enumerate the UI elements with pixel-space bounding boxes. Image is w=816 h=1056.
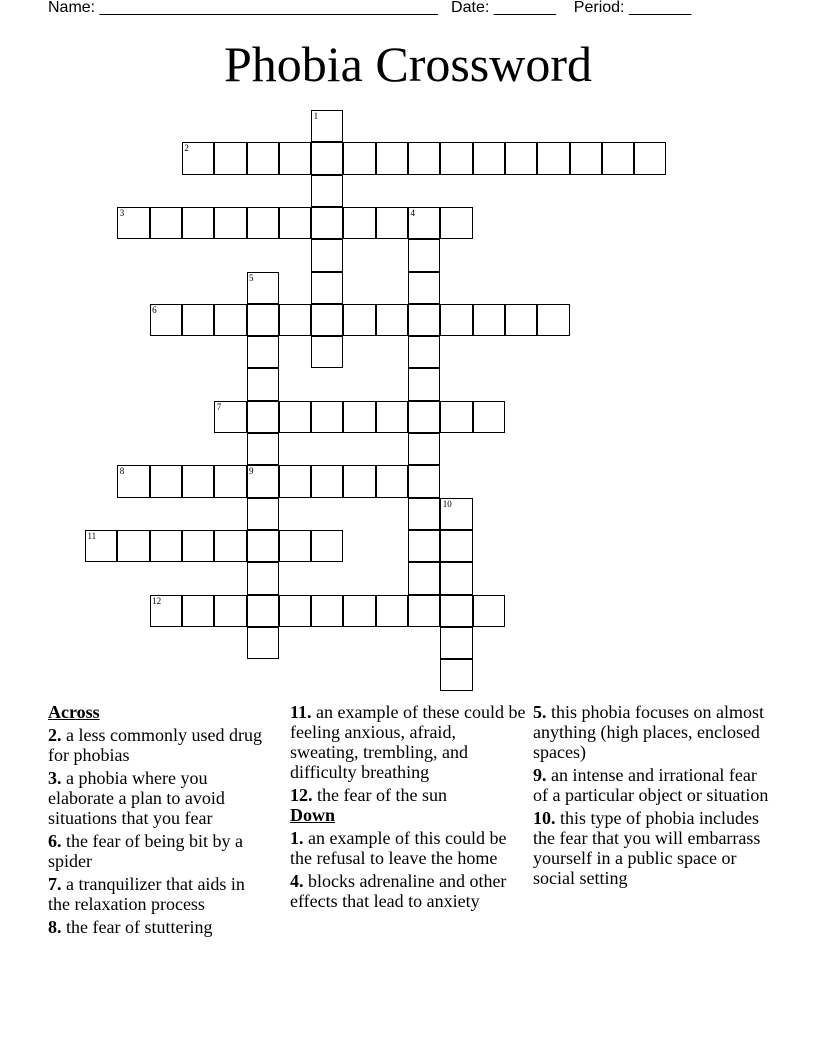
crossword-cell[interactable]: [343, 304, 375, 336]
crossword-cell[interactable]: [537, 304, 569, 336]
crossword-cell[interactable]: [150, 595, 182, 627]
clue-across-3: 3. a phobia where you elaborate a plan to avoid situations that you fear: [48, 768, 225, 828]
crossword-cell[interactable]: [376, 304, 408, 336]
crossword-cell[interactable]: [279, 401, 311, 433]
crossword-cell[interactable]: [214, 142, 246, 174]
clue-down-9: 9. an intense and irrational fear of a particular object or situation: [533, 765, 769, 805]
crossword-cell[interactable]: [440, 401, 472, 433]
crossword-cell[interactable]: [150, 530, 182, 562]
crossword-cell[interactable]: [150, 207, 182, 239]
clue-number: 8: [119, 466, 125, 477]
crossword-cell[interactable]: [408, 401, 440, 433]
crossword-cell[interactable]: [408, 433, 440, 465]
crossword-cell[interactable]: [247, 498, 279, 530]
crossword-cell[interactable]: [537, 142, 569, 174]
crossword-cell[interactable]: [214, 595, 246, 627]
crossword-cell[interactable]: [376, 465, 408, 497]
clue-across-2: 2. a less commonly used drug for phobias: [48, 725, 262, 765]
crossword-cell[interactable]: [408, 530, 440, 562]
name-date-period-line: Name: ______________________________________ Date: _______ Period: _______: [48, 0, 692, 16]
crossword-cell[interactable]: [182, 530, 214, 562]
crossword-cell[interactable]: [376, 401, 408, 433]
crossword-cell[interactable]: [440, 659, 472, 691]
crossword-cell[interactable]: [440, 142, 472, 174]
crossword-cell[interactable]: [408, 368, 440, 400]
clue-number: 10: [442, 498, 452, 509]
clue-number: 6: [152, 304, 157, 315]
crossword-cell[interactable]: [182, 142, 214, 174]
crossword-cell[interactable]: [214, 207, 246, 239]
crossword-cell[interactable]: [182, 304, 214, 336]
clue-down-5: 5. this phobia focuses on almost anything (high places, enclosed spaces): [533, 702, 764, 762]
crossword-cell[interactable]: [311, 142, 343, 174]
clue-column-1: [48, 702, 268, 937]
clue-across-6: 6. the fear of being bit by a spider: [48, 831, 243, 871]
crossword-cell[interactable]: [602, 142, 634, 174]
crossword-cell[interactable]: [311, 272, 343, 304]
crossword-cell[interactable]: [440, 562, 472, 594]
clue-across-7: 7. a tranquilizer that aids in the relaxation process: [48, 874, 245, 914]
clue-across-8: 8. the fear of stuttering: [48, 917, 213, 937]
crossword-cell[interactable]: [150, 304, 182, 336]
crossword-cell[interactable]: [247, 465, 279, 497]
crossword-cell[interactable]: [182, 465, 214, 497]
crossword-cell[interactable]: [247, 368, 279, 400]
down-heading: Down: [290, 805, 336, 825]
crossword-cell[interactable]: [311, 465, 343, 497]
crossword-cell[interactable]: [279, 142, 311, 174]
crossword-cell[interactable]: [247, 207, 279, 239]
crossword-cell[interactable]: [376, 142, 408, 174]
crossword-cell[interactable]: [408, 595, 440, 627]
crossword-cell[interactable]: [440, 304, 472, 336]
crossword-cell[interactable]: [182, 595, 214, 627]
crossword-cell[interactable]: [214, 530, 246, 562]
crossword-cell[interactable]: [343, 401, 375, 433]
crossword-cell[interactable]: [247, 627, 279, 659]
crossword-cell[interactable]: [311, 336, 343, 368]
crossword-cell[interactable]: [214, 465, 246, 497]
clue-number: 11: [87, 530, 97, 541]
clue-across-11: 11. an example of these could be feeling anxious, afraid, sweating, trembling, and difficulty breathing: [290, 702, 526, 782]
clue-number: 1: [313, 111, 319, 121]
crossword-cell[interactable]: [408, 207, 440, 239]
crossword-cell[interactable]: [440, 498, 472, 530]
page-title: Phobia Crossword: [223, 36, 593, 92]
clue-number: 2: [184, 143, 189, 154]
crossword-cell[interactable]: [505, 142, 537, 174]
crossword-cell[interactable]: [311, 207, 343, 239]
crossword-cell[interactable]: [343, 465, 375, 497]
crossword-cell[interactable]: [247, 595, 279, 627]
crossword-cell[interactable]: [473, 595, 505, 627]
crossword-cell[interactable]: [279, 465, 311, 497]
crossword-cell[interactable]: [505, 304, 537, 336]
crossword-cell[interactable]: [311, 239, 343, 271]
crossword-cell[interactable]: [343, 595, 375, 627]
clue-down-10: 10. this type of phobia includes the fear that you will embarrass yourself in a public space or social setting: [533, 808, 761, 888]
crossword-cell[interactable]: [247, 530, 279, 562]
crossword-cell[interactable]: [117, 207, 149, 239]
crossword-cell[interactable]: [440, 207, 472, 239]
crossword-cell[interactable]: [408, 272, 440, 304]
clue-number: 9: [249, 466, 254, 477]
crossword-cell[interactable]: [376, 595, 408, 627]
crossword-cell[interactable]: [247, 401, 279, 433]
crossword-cell[interactable]: [279, 595, 311, 627]
clue-number: 12: [152, 595, 162, 606]
crossword-cell[interactable]: [150, 465, 182, 497]
crossword-cell[interactable]: [408, 304, 440, 336]
clue-number: 3: [119, 207, 125, 218]
crossword-cell[interactable]: [408, 142, 440, 174]
crossword-cell[interactable]: [247, 304, 279, 336]
crossword-cell[interactable]: [247, 336, 279, 368]
crossword-cell[interactable]: [343, 207, 375, 239]
clue-number: 4: [410, 207, 415, 218]
crossword-cell[interactable]: [117, 530, 149, 562]
crossword-cell[interactable]: [440, 530, 472, 562]
crossword-cell[interactable]: [440, 627, 472, 659]
crossword-cell[interactable]: [376, 207, 408, 239]
clue-column-3: [533, 702, 773, 888]
crossword-cell[interactable]: [279, 304, 311, 336]
clue-across-12: 12. the fear of the sun: [290, 785, 447, 805]
crossword-cell[interactable]: [408, 498, 440, 530]
clue-down-1: 1. an example of this could be the refusal to leave the home: [290, 828, 507, 868]
crossword-cell[interactable]: [247, 562, 279, 594]
crossword-cell[interactable]: [247, 142, 279, 174]
crossword-cell[interactable]: [214, 401, 246, 433]
crossword-cell[interactable]: [247, 272, 279, 304]
crossword-cell[interactable]: [634, 142, 666, 174]
crossword-cell[interactable]: [85, 530, 117, 562]
crossword-cell[interactable]: [214, 304, 246, 336]
crossword-cell[interactable]: [117, 465, 149, 497]
crossword-cell[interactable]: [473, 304, 505, 336]
crossword-cell[interactable]: [408, 562, 440, 594]
crossword-cell[interactable]: [182, 207, 214, 239]
crossword-cell[interactable]: [570, 142, 602, 174]
crossword-cell[interactable]: [311, 110, 343, 142]
crossword-cell[interactable]: [311, 530, 343, 562]
crossword-cell[interactable]: [343, 142, 375, 174]
crossword-cell[interactable]: [247, 433, 279, 465]
crossword-cell[interactable]: [408, 465, 440, 497]
crossword-cell[interactable]: [279, 207, 311, 239]
crossword-cell[interactable]: [311, 401, 343, 433]
crossword-cell[interactable]: [473, 142, 505, 174]
crossword-cell[interactable]: [311, 595, 343, 627]
across-heading: Across: [48, 702, 100, 722]
clue-number: 7: [216, 401, 222, 412]
crossword-cell[interactable]: [473, 401, 505, 433]
clue-number: 5: [249, 272, 254, 283]
crossword-cell[interactable]: [440, 595, 472, 627]
crossword-cell[interactable]: [311, 175, 343, 207]
crossword-cell[interactable]: [408, 239, 440, 271]
clue-column-2: [290, 702, 528, 911]
crossword-cell[interactable]: [311, 304, 343, 336]
clue-down-4: 4. blocks adrenaline and other effects that lead to anxiety: [290, 871, 507, 911]
crossword-cell[interactable]: [279, 530, 311, 562]
crossword-cell[interactable]: [408, 336, 440, 368]
